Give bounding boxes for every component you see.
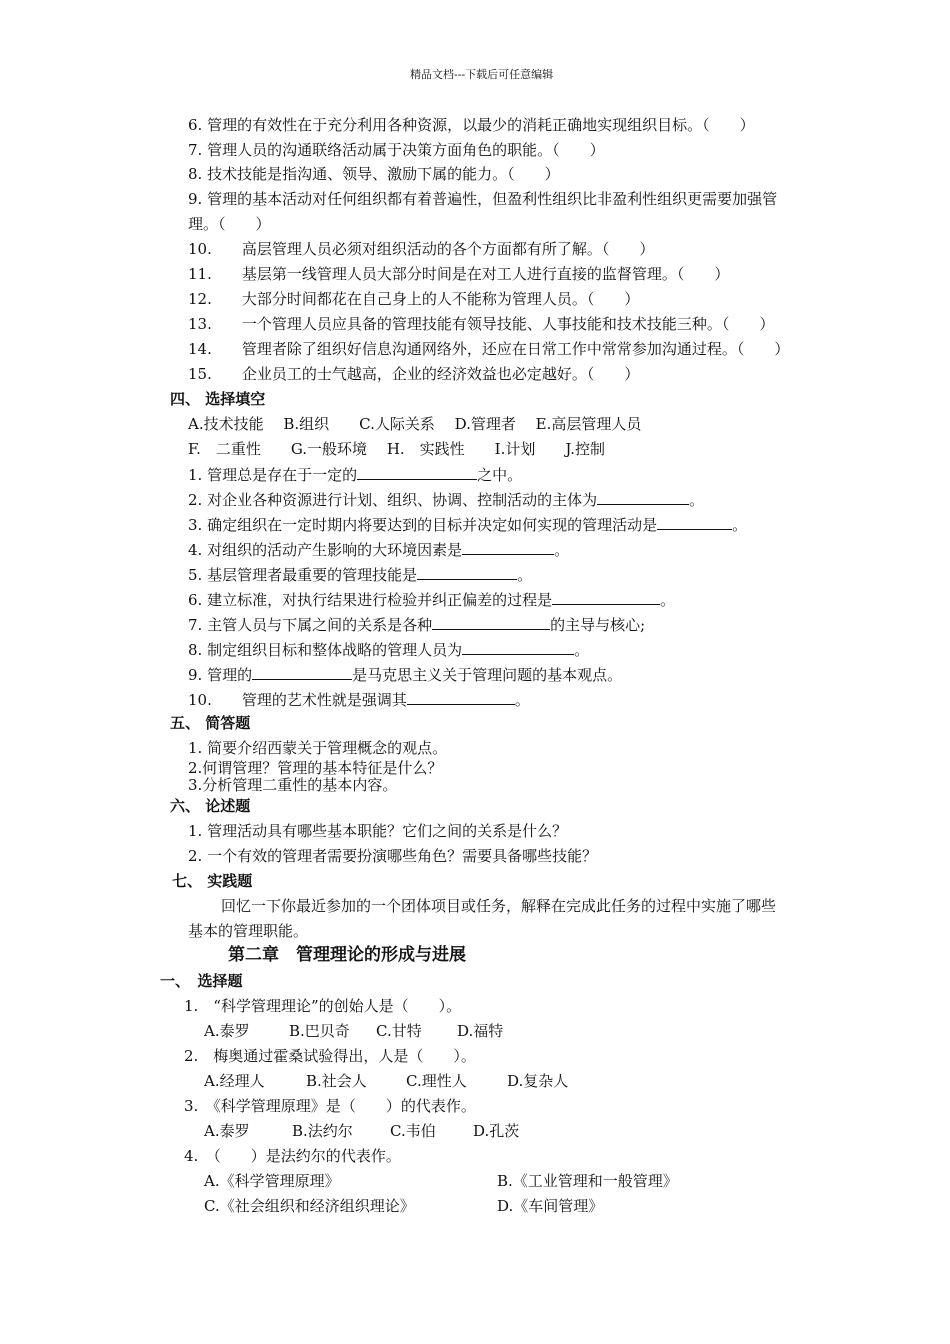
fill-blank <box>462 539 554 555</box>
tf-item-15: 15. 企业员工的士气越高，企业的经济效益也必定越好。（ ） <box>188 365 640 383</box>
fill-blank <box>357 464 477 480</box>
mc-question-3: 3. 《科学管理原理》是（ ）的代表作。 <box>184 1097 476 1115</box>
mc-option: D.《车间管理》 <box>497 1197 604 1215</box>
fill-item-10: 10. 管理的艺术性就是强调其 。 <box>188 691 530 709</box>
fill-blank <box>462 639 574 655</box>
fill-item-7: 7. 主管人员与下属之间的关系是各种 的主导与核心; <box>188 616 646 634</box>
mc-option: B.《工业管理和一般管理》 <box>497 1172 678 1190</box>
mc-option: C.甘特 <box>376 1022 422 1040</box>
fill-item-4: 4. 对组织的活动产生影响的大环境因素是 。 <box>188 541 570 559</box>
mc-option: D.孔茨 <box>473 1122 520 1140</box>
fill-blank <box>597 489 689 505</box>
mc-option: C.《社会组织和经济组织理论》 <box>204 1197 415 1215</box>
mc-option: B.法约尔 <box>292 1122 353 1140</box>
tf-item-9: 9. 管理的基本活动对任何组织都有着普遍性，但盈利性组织比非盈利性组织更需要加强管 <box>188 190 778 208</box>
mc-option: D.福特 <box>457 1022 504 1040</box>
mc-option: A.泰罗 <box>204 1022 250 1040</box>
section-7-title: 七、 实践题 <box>172 872 253 890</box>
fill-item-2: 2. 对企业各种资源进行计划、组织、协调、控制活动的主体为 。 <box>188 491 705 509</box>
tf-item-6: 6. 管理的有效性在于充分利用各种资源，以最少的消耗正确地实现组织目标。（ ） <box>188 116 755 134</box>
mc-option: A.经理人 <box>204 1072 265 1090</box>
options-row-1: A.技术技能 B.组织 C.人际关系 D.管理者 E.高层管理人员 <box>188 415 642 433</box>
section-5-title: 五、 简答题 <box>170 714 251 732</box>
mc-question-4: 4. （ ）是法约尔的代表作。 <box>184 1147 401 1165</box>
short-answer-1: 1. 简要介绍西蒙关于管理概念的观点。 <box>188 739 448 757</box>
short-answer-3: 3.分析管理二重性的基本内容。 <box>188 776 398 794</box>
page-header: 精品文档---下载后可任意编辑 <box>410 68 554 81</box>
section-4-title: 四、 选择填空 <box>170 390 266 408</box>
practice-line-2: 基本的管理职能。 <box>188 922 309 940</box>
practice-line-1: 回忆一下你最近参加的一个团体项目或任务，解释在完成此任务的过程中实施了哪些 <box>221 897 777 915</box>
mc-question-2: 2. 梅奥通过霍桑试验得出，人是（ ）。 <box>184 1047 476 1065</box>
mc-question-1: 1. “科学管理理论”的创始人是（ ）。 <box>184 997 462 1015</box>
fill-item-5: 5. 基层管理者最重要的管理技能是 。 <box>188 566 533 584</box>
mc-option: C.理性人 <box>406 1072 467 1090</box>
tf-item-7: 7. 管理人员的沟通联络活动属于决策方面角色的职能。（ ） <box>188 141 605 159</box>
fill-blank <box>552 589 660 605</box>
fill-item-9: 9. 管理的 是马克思主义关于管理问题的基本观点。 <box>188 666 623 684</box>
section-6-title: 六、 论述题 <box>170 797 251 815</box>
tf-item-10: 10. 高层管理人员必须对组织活动的各个方面都有所了解。（ ） <box>188 240 655 258</box>
tf-item-8: 8. 技术技能是指沟通、领导、激励下属的能力。（ ） <box>188 165 560 183</box>
options-row-2: F. 二重性 G.一般环境 H. 实践性 I.计划 J.控制 <box>188 440 605 458</box>
fill-item-6: 6. 建立标准，对执行结果进行检验并纠正偏差的过程是 。 <box>188 591 676 609</box>
fill-item-8: 8. 制定组织目标和整体战略的管理人员为 。 <box>188 641 590 659</box>
tf-item-14: 14. 管理者除了组织好信息沟通网络外，还应在日常工作中常常参加沟通过程。（ ） <box>188 340 790 358</box>
chapter-title: 第二章 管理理论的形成与进展 <box>228 945 466 965</box>
fill-blank <box>432 614 550 630</box>
mc-option: B.社会人 <box>306 1072 367 1090</box>
tf-item-9-cont: 理。（ ） <box>188 215 271 233</box>
mc-option: A.泰罗 <box>204 1122 250 1140</box>
fill-blank <box>417 564 517 580</box>
chapter-section-1-title: 一、 选择题 <box>160 972 243 990</box>
essay-2: 2. 一个有效的管理者需要扮演哪些角色？需要具备哪些技能？ <box>188 847 598 865</box>
tf-item-11: 11. 基层第一线管理人员大部分时间是在对工人进行直接的监督管理。（ ） <box>188 265 730 283</box>
fill-item-3: 3. 确定组织在一定时期内将要达到的目标并决定如何实现的管理活动是 。 <box>188 516 748 534</box>
mc-option: A.《科学管理原理》 <box>204 1172 340 1190</box>
fill-item-1: 1. 管理总是存在于一定的 之中。 <box>188 466 523 484</box>
tf-item-12: 12. 大部分时间都花在自己身上的人不能称为管理人员。（ ） <box>188 290 640 308</box>
fill-blank <box>407 689 515 705</box>
essay-1: 1. 管理活动具有哪些基本职能？它们之间的关系是什么？ <box>188 822 568 840</box>
short-answer-2: 2.何谓管理？管理的基本特征是什么？ <box>188 759 443 777</box>
tf-item-13: 13. 一个管理人员应具备的管理技能有领导技能、人事技能和技术技能三种。（ ） <box>188 315 775 333</box>
fill-blank <box>252 664 352 680</box>
fill-blank <box>657 514 732 530</box>
mc-option: C.韦伯 <box>390 1122 436 1140</box>
mc-option: B.巴贝奇 <box>289 1022 350 1040</box>
mc-option: D.复杂人 <box>507 1072 569 1090</box>
